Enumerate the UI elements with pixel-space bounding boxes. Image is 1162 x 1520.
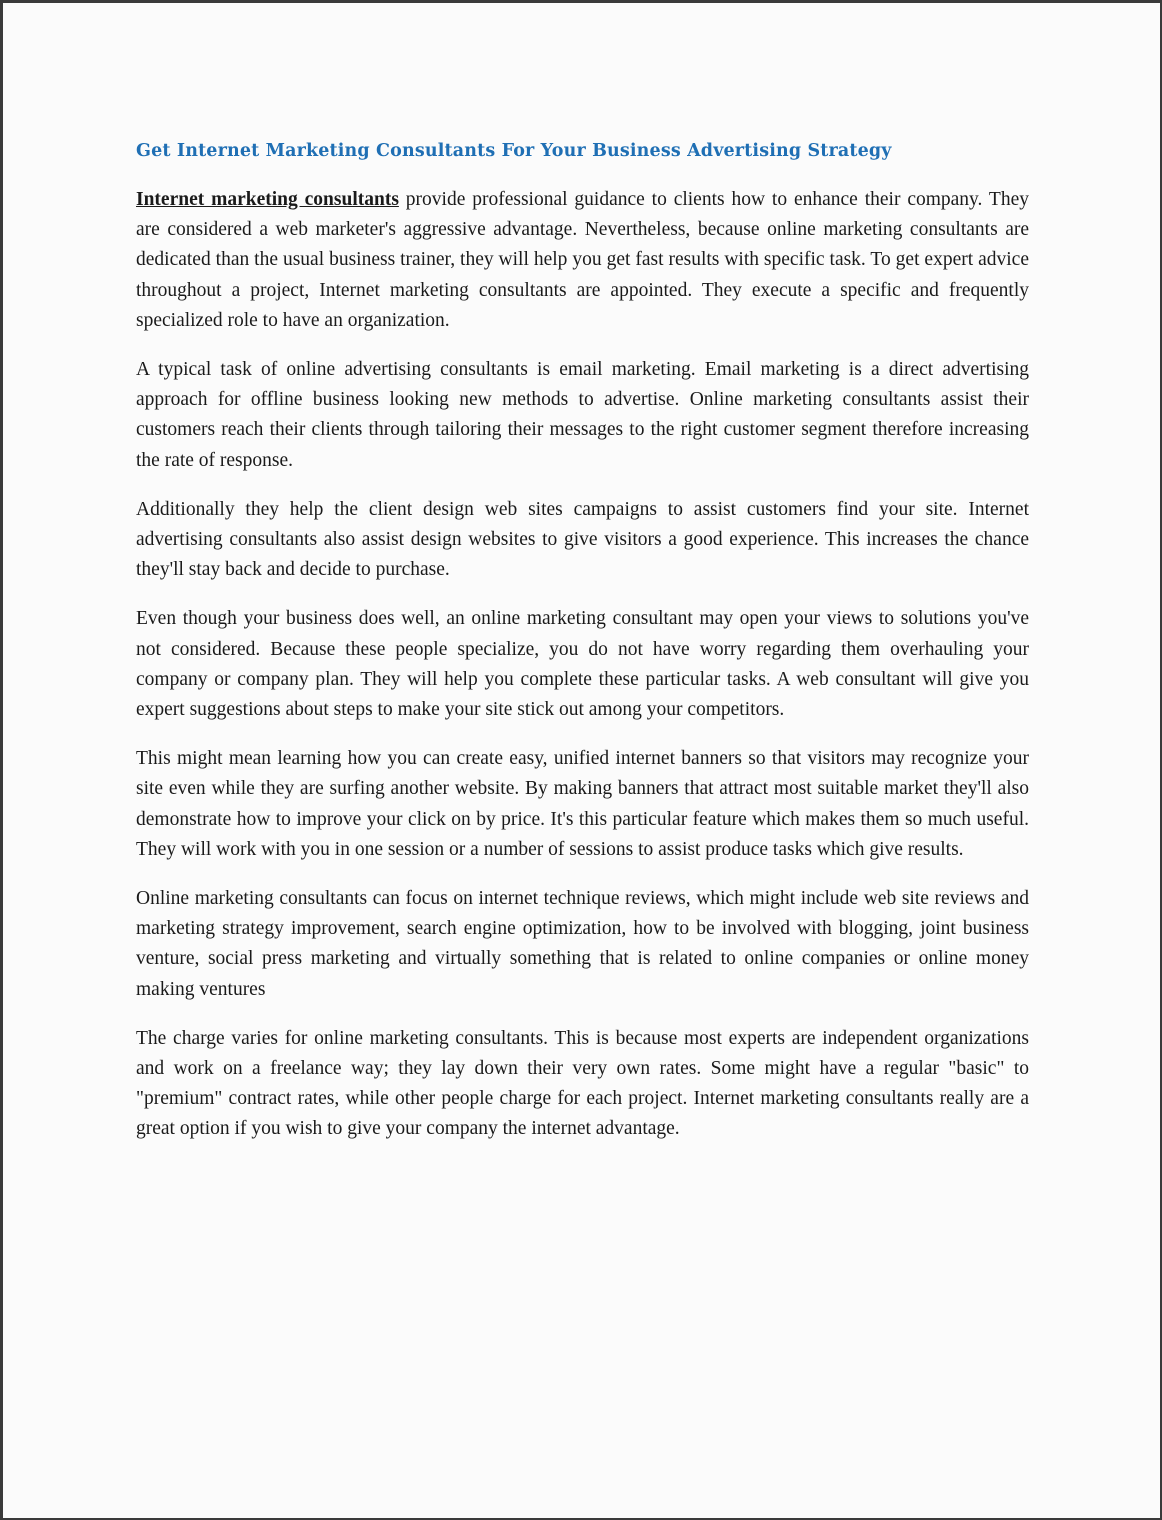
document-title: Get Internet Marketing Consultants For Your Business Advertising Strategy: [136, 141, 892, 161]
paragraph-1: [136, 185, 1029, 336]
paragraph-4: Even though your business does well, an online marketing consultant may open your views to solutions you've not considered. Because these people specialize, you do not have worry regarding them overhauling your company or company plan. They will help you complete these particular tasks. A web consultant will give you expert suggestions about steps to make your site stick out among your competitors.: [136, 608, 1029, 721]
lead-link[interactable]: Internet marketing consultants: [136, 189, 399, 210]
paragraph-7: The charge varies for online marketing consultants. This is because most experts are independent organizations and work on a freelance way; they lay down their very own rates. Some might have a regular "basic" to "premium" contract rates, while other people charge for each project. Internet marketing consultants really are a great option if you wish to give your company the internet advantage.: [136, 1027, 1029, 1140]
paragraph-3: Additionally they help the client design web sites campaigns to assist customers find your site. Internet advertising consultants also assist design websites to give visitors a good experience. This increases the chance they'll stay back and decide to purchase.: [136, 498, 1029, 581]
paragraph-6: Online marketing consultants can focus on internet technique reviews, which might include web site reviews and marketing strategy improvement, search engine optimization, how to be involved with blogging, joint business venture, social press marketing and virtually something that is related to online companies or online money making ventures: [136, 888, 1029, 1000]
paragraph-5: This might mean learning how you can create easy, unified internet banners so that visitors may recognize your site even while they are surfing another website. By making banners that attract most suitable market they'll also demonstrate how to improve your click on by price. It's this particular feature which makes them so much useful. They will work with you in one session or a number of sessions to assist produce tasks which give results.: [136, 748, 1029, 860]
document-content: [136, 139, 1029, 1164]
document-page: [3, 3, 1160, 1518]
paragraph-1-text: provide professional guidance to clients how to enhance their company. They are considered a web marketer's aggressive advantage. Nevertheless, because online marketing consultants are dedicated than the usual business trainer, they will help you get fast results with specific task. To get expert advice throughout a project, Internet marketing consultants are appointed. They execute a specific and frequently specialized role to have an organization.: [136, 189, 1029, 331]
paragraph-2: A typical task of online advertising consultants is email marketing. Email marketing is a direct advertising approach for offline business looking new methods to advertise. Online marketing consultants assist their customers reach their clients through tailoring their messages to the right customer segment therefore increasing the rate of response.: [136, 359, 1029, 471]
